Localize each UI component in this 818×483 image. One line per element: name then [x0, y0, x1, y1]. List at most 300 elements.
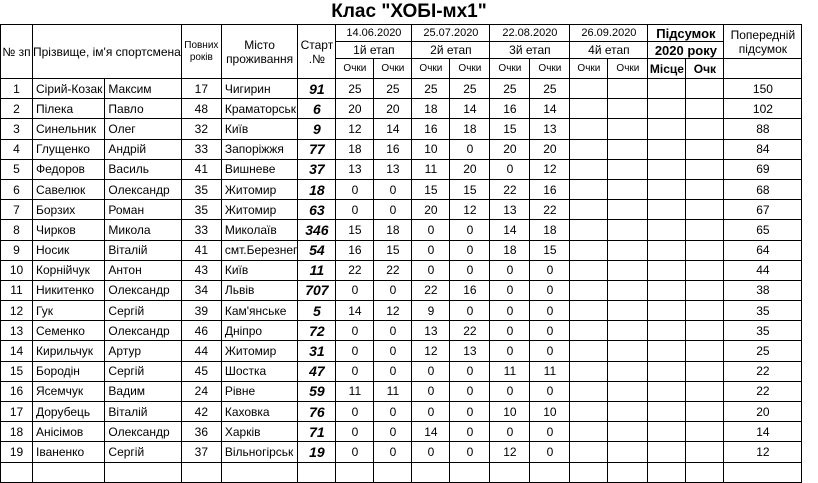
city: Київ	[221, 260, 298, 280]
first-name: Микола	[105, 220, 181, 240]
start-number: 54	[298, 240, 336, 260]
stage-1-points-b: 14	[374, 119, 412, 139]
start-number: 19	[298, 442, 336, 462]
previous-total: 14	[724, 422, 802, 442]
summary-points	[686, 442, 724, 462]
stage-3-points-b: 12	[530, 159, 570, 179]
points-header: Очки	[450, 59, 490, 79]
header-name: Прізвище, ім'я спортсмена	[33, 25, 182, 79]
first-name: Андрій	[105, 139, 181, 159]
empty-cell	[648, 462, 686, 482]
stage-2-points-a: 25	[412, 79, 450, 99]
stage-2-points-b: 13	[450, 341, 490, 361]
first-name: Артур	[105, 341, 181, 361]
surname: Дорубець	[33, 402, 105, 422]
city: Дніпро	[221, 321, 298, 341]
row-number: 18	[1, 422, 33, 442]
stage-3-points-b: 0	[530, 422, 570, 442]
table-row	[1, 381, 802, 401]
empty-row	[1, 462, 802, 482]
summary-points	[686, 119, 724, 139]
stage-4-points-a	[570, 321, 608, 341]
table-row	[1, 341, 802, 361]
start-number: 47	[298, 361, 336, 381]
city: Шостка	[221, 361, 298, 381]
surname: Бородін	[33, 361, 105, 381]
summary-place	[648, 381, 686, 401]
table-row	[1, 442, 802, 462]
start-number: 59	[298, 381, 336, 401]
stage-4-points-a	[570, 381, 608, 401]
stage-4-points-b	[608, 402, 648, 422]
first-name: Олександр	[105, 280, 181, 300]
stage-4-points-b	[608, 200, 648, 220]
stage-2-points-a: 18	[412, 99, 450, 119]
previous-total: 22	[724, 361, 802, 381]
city: смт.Березнег	[221, 240, 298, 260]
surname: Никитенко	[33, 280, 105, 300]
summary-place	[648, 119, 686, 139]
stage-3-points-b: 25	[530, 79, 570, 99]
age: 17	[181, 79, 221, 99]
age: 42	[181, 402, 221, 422]
stage-2-points-a: 22	[412, 280, 450, 300]
stage-2-points-b: 0	[450, 139, 490, 159]
stage-1-points-b: 20	[374, 99, 412, 119]
city: Кам'янське	[221, 301, 298, 321]
summary-place	[648, 321, 686, 341]
stage-3-points-a: 0	[490, 381, 530, 401]
stage-1-points-a: 0	[336, 200, 374, 220]
summary-place	[648, 220, 686, 240]
start-number: 37	[298, 159, 336, 179]
row-number: 6	[1, 179, 33, 199]
header-number: № зп	[1, 25, 33, 79]
stage-1-points-b: 0	[374, 442, 412, 462]
stage-2-points-b: 0	[450, 260, 490, 280]
summary-points	[686, 240, 724, 260]
age: 45	[181, 361, 221, 381]
stage-2-label: 2й етап	[412, 42, 490, 59]
stage-3-points-b: 13	[530, 119, 570, 139]
surname: Синельник	[33, 119, 105, 139]
empty-cell	[181, 462, 221, 482]
stage-3-label: 3й етап	[490, 42, 570, 59]
row-number: 13	[1, 321, 33, 341]
surname: Борзих	[33, 200, 105, 220]
previous-total: 65	[724, 220, 802, 240]
stage-3-points-a: 20	[490, 139, 530, 159]
stage-1-points-a: 0	[336, 341, 374, 361]
stage-2-points-a: 16	[412, 119, 450, 139]
stage-3-points-b: 0	[530, 442, 570, 462]
summary-points	[686, 220, 724, 240]
stage-4-points-a	[570, 361, 608, 381]
row-number: 2	[1, 99, 33, 119]
stage-1-points-a: 0	[336, 422, 374, 442]
stage-1-points-b: 0	[374, 341, 412, 361]
first-name: Вадим	[105, 381, 181, 401]
page-title: Клас "ХОБІ-мх1"	[331, 1, 487, 22]
stage-3-points-b: 0	[530, 381, 570, 401]
stage-1-points-b: 22	[374, 260, 412, 280]
summary-points	[686, 200, 724, 220]
start-number: 346	[298, 220, 336, 240]
age: 41	[181, 159, 221, 179]
stage-2-date: 25.07.2020	[412, 25, 490, 42]
stage-3-points-b: 14	[530, 99, 570, 119]
table-row	[1, 321, 802, 341]
stage-3-points-a: 0	[490, 280, 530, 300]
stage-2-points-a: 0	[412, 381, 450, 401]
city: Київ	[221, 119, 298, 139]
stage-2-points-b: 16	[450, 280, 490, 300]
table-row	[1, 179, 802, 199]
stage-4-points-a	[570, 442, 608, 462]
summary-points	[686, 179, 724, 199]
stage-3-points-a: 15	[490, 119, 530, 139]
stage-1-points-b: 0	[374, 200, 412, 220]
stage-4-points-a	[570, 402, 608, 422]
stage-1-points-a: 0	[336, 280, 374, 300]
surname: Носик	[33, 240, 105, 260]
stage-2-points-a: 0	[412, 442, 450, 462]
stage-1-points-a: 0	[336, 179, 374, 199]
stage-1-points-b: 0	[374, 422, 412, 442]
stage-2-points-b: 18	[450, 119, 490, 139]
first-name: Роман	[105, 200, 181, 220]
table-row	[1, 139, 802, 159]
summary-points	[686, 301, 724, 321]
age: 33	[181, 220, 221, 240]
row-number: 17	[1, 402, 33, 422]
stage-4-points-a	[570, 179, 608, 199]
summary-year: 2020 року	[648, 42, 724, 59]
stage-4-points-b	[608, 301, 648, 321]
row-number: 1	[1, 79, 33, 99]
points-header: Очки	[570, 59, 608, 79]
summary-place	[648, 240, 686, 260]
summary-points	[686, 422, 724, 442]
pts-header: Очк	[686, 59, 724, 79]
table-row	[1, 361, 802, 381]
stage-4-points-a	[570, 341, 608, 361]
stage-1-points-a: 20	[336, 99, 374, 119]
stage-2-points-b: 0	[450, 381, 490, 401]
stage-2-points-b: 0	[450, 240, 490, 260]
age: 32	[181, 119, 221, 139]
stage-3-points-b: 0	[530, 260, 570, 280]
age: 36	[181, 422, 221, 442]
start-number: 18	[298, 179, 336, 199]
stage-3-points-a: 14	[490, 220, 530, 240]
stage-1-points-b: 12	[374, 301, 412, 321]
empty-cell	[336, 462, 374, 482]
age: 39	[181, 301, 221, 321]
stage-2-points-b: 0	[450, 442, 490, 462]
summary-place	[648, 402, 686, 422]
stage-1-points-a: 0	[336, 321, 374, 341]
table-row	[1, 79, 802, 99]
stage-3-points-a: 0	[490, 260, 530, 280]
empty-cell	[374, 462, 412, 482]
stage-1-points-b: 18	[374, 220, 412, 240]
empty-cell	[724, 462, 802, 482]
start-number: 31	[298, 341, 336, 361]
stage-1-points-a: 0	[336, 402, 374, 422]
stage-1-points-a: 11	[336, 381, 374, 401]
summary-points	[686, 79, 724, 99]
stage-2-points-b: 22	[450, 321, 490, 341]
empty-cell	[686, 462, 724, 482]
row-number: 4	[1, 139, 33, 159]
stage-1-points-a: 22	[336, 260, 374, 280]
stage-3-points-a: 12	[490, 442, 530, 462]
stage-1-points-a: 12	[336, 119, 374, 139]
stage-1-points-a: 25	[336, 79, 374, 99]
empty-cell	[1, 462, 33, 482]
stage-4-points-a	[570, 240, 608, 260]
stage-2-points-b: 0	[450, 220, 490, 240]
stage-2-points-b: 0	[450, 361, 490, 381]
empty-cell	[221, 462, 298, 482]
summary-points	[686, 260, 724, 280]
summary-place	[648, 341, 686, 361]
stage-4-points-b	[608, 179, 648, 199]
city: Рівне	[221, 381, 298, 401]
summary-points	[686, 139, 724, 159]
summary-points	[686, 159, 724, 179]
age: 48	[181, 99, 221, 119]
start-number: 76	[298, 402, 336, 422]
stage-3-points-b: 18	[530, 220, 570, 240]
stage-1-points-b: 25	[374, 79, 412, 99]
stage-3-points-a: 16	[490, 99, 530, 119]
row-number: 16	[1, 381, 33, 401]
stage-1-points-a: 16	[336, 240, 374, 260]
stage-4-points-b	[608, 79, 648, 99]
stage-3-points-b: 0	[530, 280, 570, 300]
row-number: 15	[1, 361, 33, 381]
stage-1-points-b: 0	[374, 280, 412, 300]
start-number: 5	[298, 301, 336, 321]
city: Чигирин	[221, 79, 298, 99]
city: Запоріжжя	[221, 139, 298, 159]
surname: Семенко	[33, 321, 105, 341]
stage-2-points-b: 14	[450, 99, 490, 119]
stage-4-points-b	[608, 260, 648, 280]
previous-total: 102	[724, 99, 802, 119]
stage-1-points-b: 0	[374, 179, 412, 199]
summary-header: Підсумок	[648, 25, 724, 42]
stage-4-points-b	[608, 240, 648, 260]
first-name: Олег	[105, 119, 181, 139]
first-name: Олександр	[105, 321, 181, 341]
stage-1-points-b: 0	[374, 402, 412, 422]
stage-1-points-a: 13	[336, 159, 374, 179]
stage-4-points-b	[608, 220, 648, 240]
stage-4-points-a	[570, 159, 608, 179]
stage-3-points-b: 22	[530, 200, 570, 220]
empty-cell	[530, 462, 570, 482]
first-name: Сергій	[105, 442, 181, 462]
previous-total: 84	[724, 139, 802, 159]
empty-cell	[298, 462, 336, 482]
previous-total: 22	[724, 381, 802, 401]
first-name: Сергій	[105, 301, 181, 321]
stage-2-points-a: 12	[412, 341, 450, 361]
row-number: 5	[1, 159, 33, 179]
previous-total: 44	[724, 260, 802, 280]
table-row	[1, 200, 802, 220]
age: 46	[181, 321, 221, 341]
row-number: 12	[1, 301, 33, 321]
stage-2-points-b: 0	[450, 301, 490, 321]
table-row	[1, 402, 802, 422]
header-start: Старт .№	[298, 25, 336, 79]
summary-points	[686, 280, 724, 300]
table-row	[1, 301, 802, 321]
previous-total: 12	[724, 442, 802, 462]
first-name: Василь	[105, 159, 181, 179]
previous-total: 64	[724, 240, 802, 260]
stage-4-points-b	[608, 381, 648, 401]
stage-1-points-a: 0	[336, 361, 374, 381]
stage-3-points-b: 11	[530, 361, 570, 381]
row-number: 11	[1, 280, 33, 300]
stage-3-points-b: 10	[530, 402, 570, 422]
stage-2-points-a: 0	[412, 361, 450, 381]
summary-place	[648, 139, 686, 159]
city: Вільногірськ	[221, 442, 298, 462]
summary-points	[686, 402, 724, 422]
surname: Сірий-Козак	[33, 79, 105, 99]
stage-4-label: 4й етап	[570, 42, 648, 59]
first-name: Віталій	[105, 402, 181, 422]
city: Каховка	[221, 402, 298, 422]
summary-place	[648, 280, 686, 300]
summary-place	[648, 442, 686, 462]
stage-4-points-a	[570, 301, 608, 321]
start-number: 9	[298, 119, 336, 139]
start-number: 707	[298, 280, 336, 300]
previous-total: 35	[724, 301, 802, 321]
age: 33	[181, 139, 221, 159]
stage-4-points-b	[608, 99, 648, 119]
stage-2-points-b: 15	[450, 179, 490, 199]
stage-3-points-a: 0	[490, 301, 530, 321]
previous-total: 150	[724, 79, 802, 99]
stage-3-points-a: 22	[490, 179, 530, 199]
previous-total: 20	[724, 402, 802, 422]
stage-3-points-a: 10	[490, 402, 530, 422]
stage-3-date: 22.08.2020	[490, 25, 570, 42]
summary-place	[648, 260, 686, 280]
points-header: Очки	[530, 59, 570, 79]
surname: Іваненко	[33, 442, 105, 462]
header-age: Повних років	[181, 25, 221, 79]
table-row	[1, 260, 802, 280]
stage-4-points-a	[570, 200, 608, 220]
stage-3-points-b: 16	[530, 179, 570, 199]
stage-4-points-b	[608, 341, 648, 361]
points-header: Очки	[490, 59, 530, 79]
age: 35	[181, 200, 221, 220]
stage-2-points-a: 13	[412, 321, 450, 341]
summary-place	[648, 200, 686, 220]
stage-1-points-a: 15	[336, 220, 374, 240]
stage-2-points-a: 9	[412, 301, 450, 321]
city: Житомир	[221, 341, 298, 361]
summary-place	[648, 99, 686, 119]
stage-3-points-a: 0	[490, 422, 530, 442]
empty-cell	[33, 462, 105, 482]
stage-4-points-a	[570, 139, 608, 159]
stage-1-points-b: 15	[374, 240, 412, 260]
start-number: 11	[298, 260, 336, 280]
stage-4-points-b	[608, 159, 648, 179]
city: Харків	[221, 422, 298, 442]
previous-total: 25	[724, 341, 802, 361]
stage-2-points-a: 14	[412, 422, 450, 442]
city: Краматорськ	[221, 99, 298, 119]
stage-4-points-a	[570, 79, 608, 99]
row-number: 19	[1, 442, 33, 462]
summary-points	[686, 99, 724, 119]
stage-3-points-b: 0	[530, 321, 570, 341]
row-number: 7	[1, 200, 33, 220]
summary-place	[648, 301, 686, 321]
surname: Федоров	[33, 159, 105, 179]
summary-points	[686, 341, 724, 361]
stage-3-points-a: 0	[490, 321, 530, 341]
surname: Гук	[33, 301, 105, 321]
age: 24	[181, 381, 221, 401]
stage-3-points-a: 13	[490, 200, 530, 220]
previous-total: 88	[724, 119, 802, 139]
city: Миколаїв	[221, 220, 298, 240]
table-row	[1, 280, 802, 300]
empty-cell	[608, 462, 648, 482]
stage-3-points-a: 11	[490, 361, 530, 381]
table-row	[1, 119, 802, 139]
summary-place	[648, 422, 686, 442]
surname: Чирков	[33, 220, 105, 240]
empty-cell	[570, 462, 608, 482]
age: 43	[181, 260, 221, 280]
stage-1-points-b: 0	[374, 321, 412, 341]
stage-4-points-b	[608, 119, 648, 139]
summary-points	[686, 381, 724, 401]
start-number: 6	[298, 99, 336, 119]
stage-1-points-a: 18	[336, 139, 374, 159]
points-header: Очки	[336, 59, 374, 79]
surname: Корнійчук	[33, 260, 105, 280]
stage-1-points-b: 11	[374, 381, 412, 401]
first-name: Павло	[105, 99, 181, 119]
prev-empty	[724, 59, 802, 79]
points-header: Очки	[374, 59, 412, 79]
table-row	[1, 422, 802, 442]
previous-total: 68	[724, 179, 802, 199]
stage-3-points-b: 0	[530, 341, 570, 361]
stage-4-points-a	[570, 422, 608, 442]
first-name: Олександр	[105, 422, 181, 442]
table-row	[1, 99, 802, 119]
previous-total: 38	[724, 280, 802, 300]
start-number: 63	[298, 200, 336, 220]
first-name: Віталій	[105, 240, 181, 260]
